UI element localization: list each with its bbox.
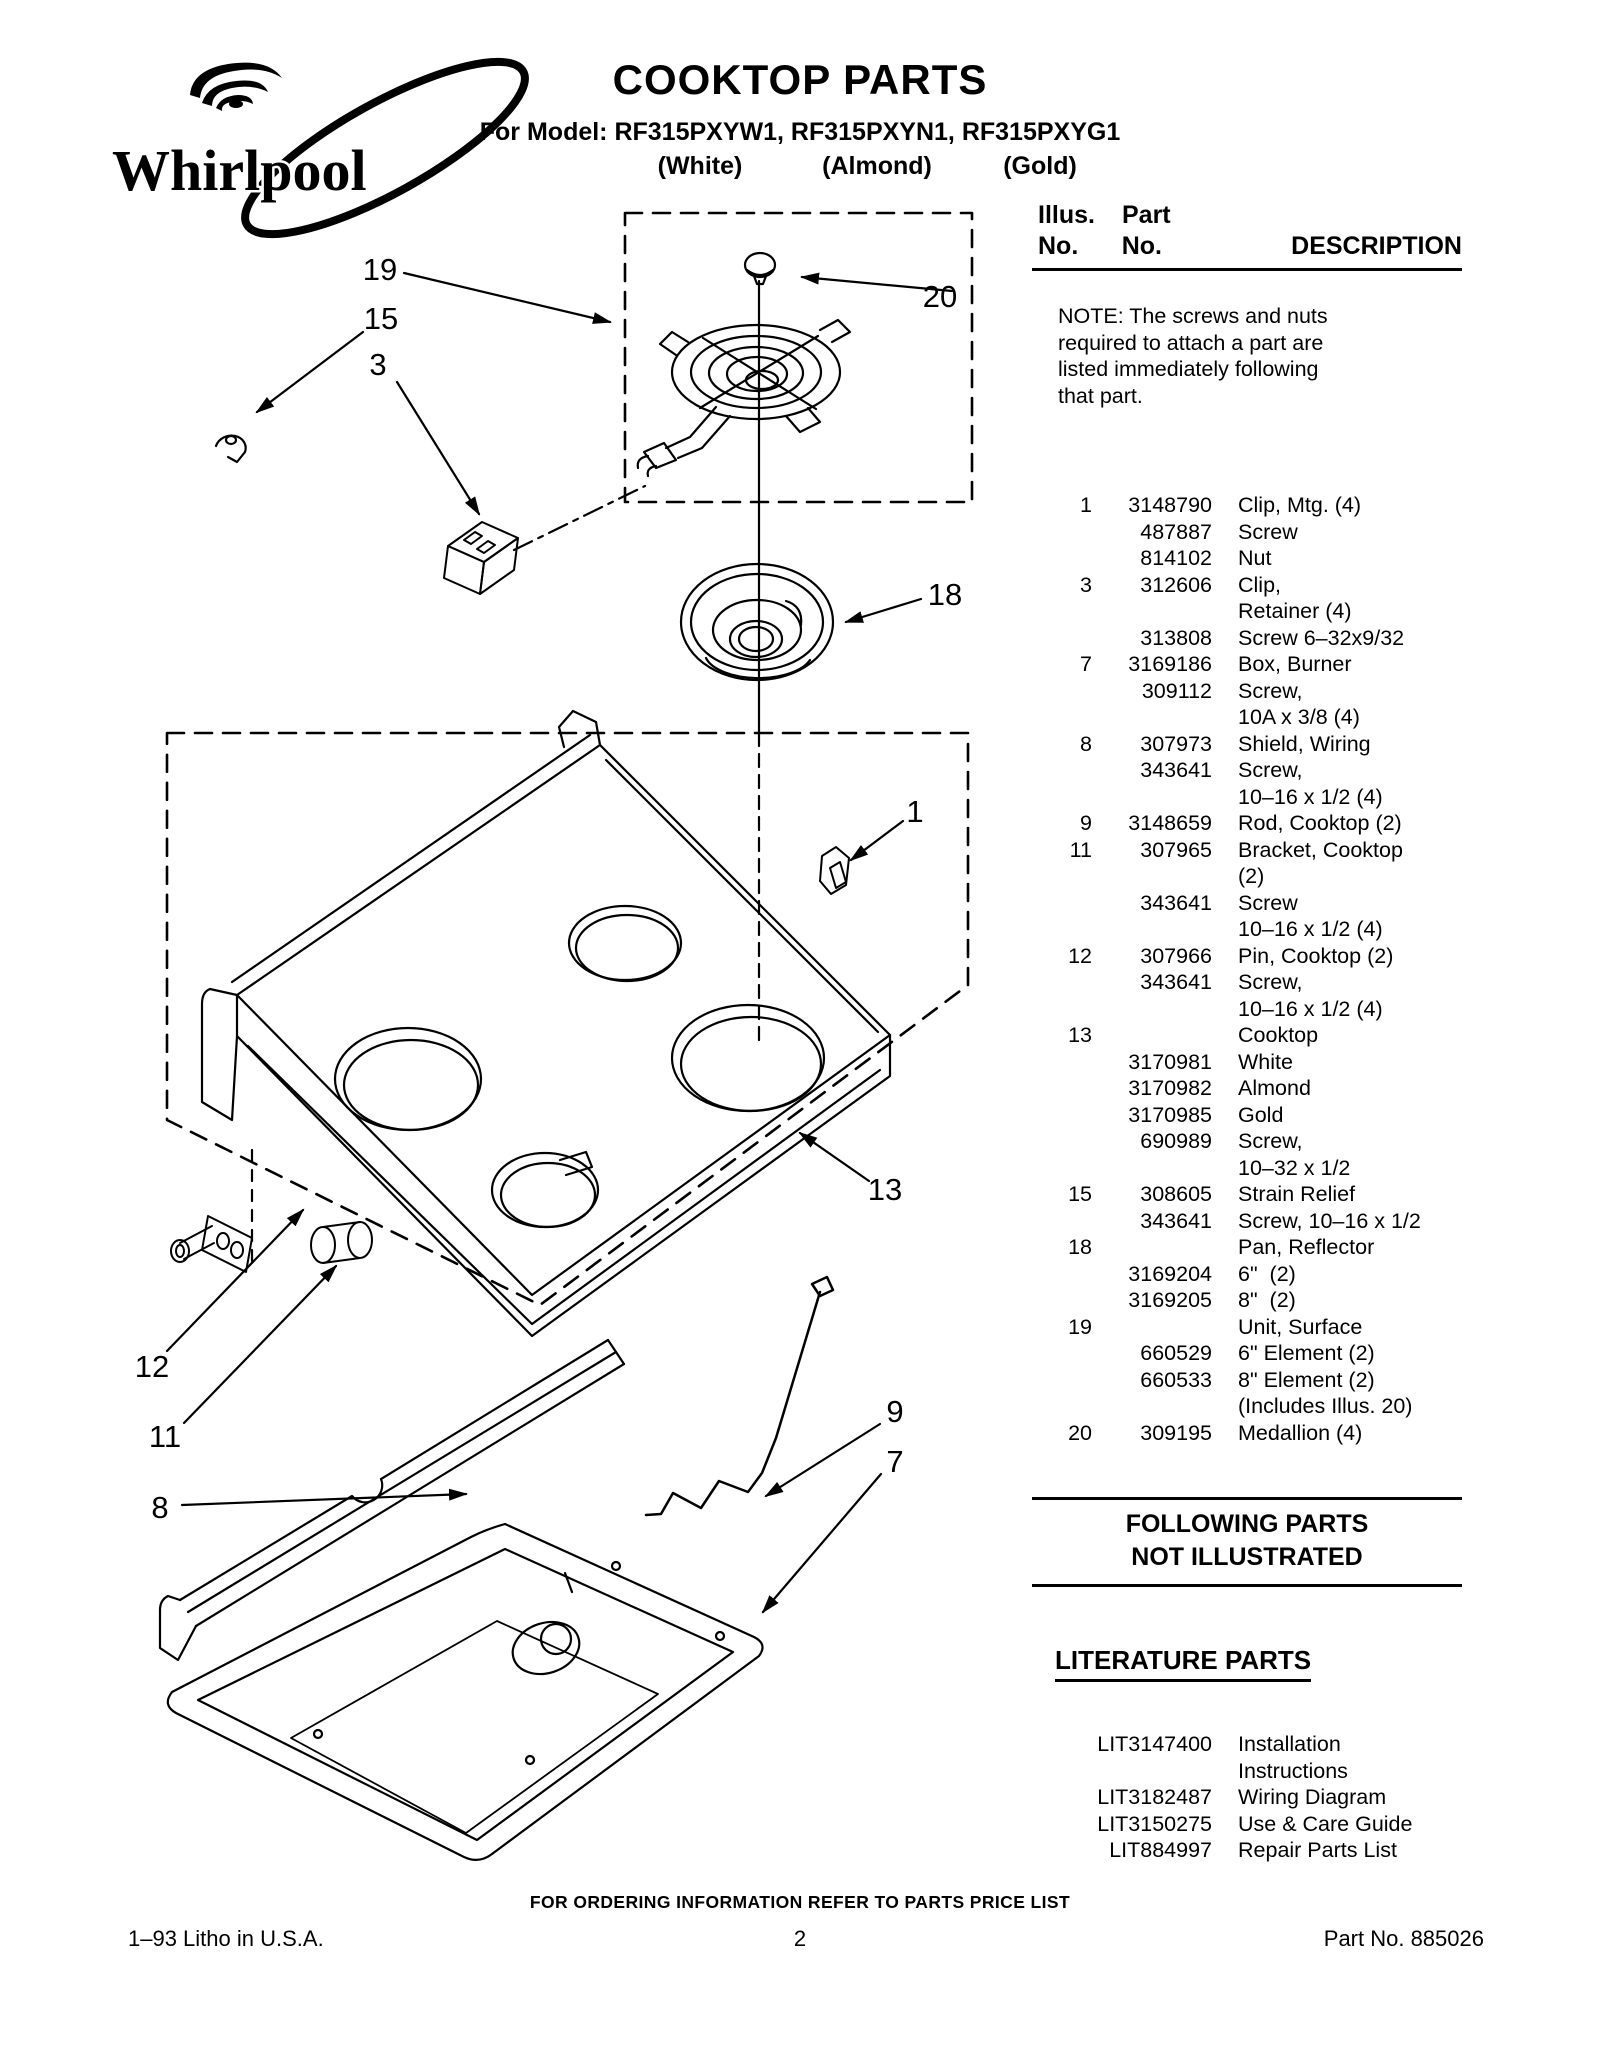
illus-no-cell (1032, 704, 1092, 731)
attachment-note (1058, 303, 1388, 409)
description-cell: Screw, (1238, 678, 1303, 703)
part-no-cell (1092, 1314, 1212, 1341)
receptacle-drawing (444, 522, 518, 594)
illus-no-cell: 9 (1080, 811, 1092, 835)
page-title: COOKTOP PARTS (612, 56, 988, 103)
description-cell: Pan, Reflector (1238, 1235, 1375, 1259)
callout-7: 7 (886, 1444, 904, 1479)
part-no-cell (1092, 704, 1212, 731)
part-no-cell: 690989 (1140, 1129, 1212, 1153)
illus-no-cell (1032, 625, 1092, 652)
parts-row (1032, 916, 1472, 943)
col-illus-line2: No. (1038, 232, 1079, 260)
description-cell: 10–16 x 1/2 (4) (1238, 917, 1383, 941)
illus-no-cell (1032, 1208, 1092, 1235)
part-no-cell (1092, 1234, 1212, 1261)
parts-row (1032, 1155, 1472, 1182)
parts-table-rows (1032, 492, 1472, 1446)
description-cell: Screw, (1238, 1129, 1303, 1153)
literature-part-cell: LIT884997 (1109, 1838, 1212, 1862)
mounting-clip-drawing (820, 847, 849, 894)
literature-row (1032, 1811, 1472, 1838)
callout-15: 15 (363, 301, 399, 336)
illus-no-cell (1032, 996, 1092, 1023)
callout-20: 20 (922, 279, 958, 314)
parts-row (1032, 784, 1472, 811)
description-cell: Box, Burner (1238, 652, 1352, 676)
cooktop-dashed-outline (167, 733, 968, 1305)
description-cell: Shield, Wiring (1238, 731, 1371, 756)
part-no-cell (1092, 863, 1212, 890)
part-no-cell: 3170981 (1128, 1049, 1212, 1074)
illus-no-cell (1032, 598, 1092, 625)
cooktop-pin-drawing (171, 1216, 252, 1272)
parts-row (1032, 1181, 1472, 1208)
description-cell: Screw 6–32x9/32 (1238, 625, 1405, 650)
part-no-cell: 660529 (1140, 1341, 1212, 1365)
parts-row (1032, 1234, 1472, 1261)
model-line: For Model: RF315PXYW1, RF315PXYN1, RF315PXYG1 (479, 118, 1121, 146)
literature-desc-cell: Instructions (1238, 1758, 1348, 1783)
description-cell: Screw, 10–16 x 1/2 (1238, 1208, 1421, 1233)
description-cell: Unit, Surface (1238, 1314, 1363, 1339)
document-part-no: Part No. 885026 (1323, 1926, 1484, 1951)
parts-row (1032, 837, 1472, 864)
description-cell: Retainer (4) (1238, 599, 1352, 623)
illus-no-cell: 13 (1068, 1023, 1092, 1047)
part-no-cell: 309195 (1140, 1420, 1212, 1445)
illus-no-cell (1032, 519, 1092, 546)
illus-no-cell: 12 (1068, 943, 1092, 968)
part-no-cell: 3169186 (1128, 652, 1212, 676)
illus-no-cell (1032, 1128, 1092, 1155)
part-no-cell: 343641 (1140, 1208, 1212, 1233)
description-cell: 10–32 x 1/2 (1238, 1155, 1351, 1180)
illus-no-cell (1032, 1287, 1092, 1314)
wiring-shield-drawing (160, 1340, 624, 1660)
callout-9: 9 (886, 1394, 904, 1429)
litho-note: 1–93 Litho in U.S.A. (128, 1926, 324, 1951)
parts-row (1032, 598, 1472, 625)
callout-13: 13 (867, 1172, 903, 1207)
part-no-cell: 309112 (1141, 678, 1212, 703)
parts-table-header (1032, 200, 1462, 271)
parts-row (1032, 757, 1472, 784)
not-illustrated-banner (1032, 1497, 1462, 1587)
ordering-info-line: FOR ORDERING INFORMATION REFER TO PARTS PRICE LIST (529, 1892, 1071, 1912)
not-illustrated-line1: FOLLOWING PARTS (1125, 1510, 1369, 1538)
description-cell: Pin, Cooktop (2) (1238, 943, 1394, 968)
illus-no-cell: 7 (1080, 652, 1092, 676)
description-cell: 10–16 x 1/2 (4) (1238, 784, 1383, 809)
description-cell: Medallion (4) (1238, 1420, 1363, 1445)
parts-row (1032, 1102, 1472, 1129)
description-cell: (2) (1238, 864, 1265, 888)
surface-unit-drawing (638, 320, 850, 476)
parts-row (1032, 1261, 1472, 1288)
literature-desc-cell: Installation (1238, 1732, 1341, 1756)
part-no-cell (1092, 784, 1212, 811)
callout-18: 18 (927, 577, 963, 612)
description-cell: Rod, Cooktop (2) (1238, 811, 1402, 835)
description-cell: Clip, (1238, 572, 1282, 597)
illus-no-cell (1032, 757, 1092, 784)
illus-no-cell: 1 (1080, 493, 1092, 517)
description-cell: 6" Element (2) (1238, 1341, 1375, 1365)
callout-19: 19 (362, 252, 398, 287)
callout-1: 1 (906, 794, 924, 829)
parts-row (1032, 1393, 1472, 1420)
illus-no-cell (1032, 1102, 1092, 1129)
parts-row (1032, 519, 1472, 546)
illus-no-cell (1032, 890, 1092, 917)
part-no-cell (1092, 1155, 1212, 1182)
callout-arrows (167, 273, 952, 1612)
literature-part-cell (1032, 1758, 1212, 1785)
illus-no-cell: 20 (1068, 1420, 1092, 1445)
col-part-line1: Part (1122, 201, 1171, 229)
illus-no-cell (1032, 863, 1092, 890)
description-cell: White (1238, 1049, 1293, 1074)
exploded-diagram (80, 180, 1000, 1880)
description-cell: 10A x 3/8 (4) (1238, 705, 1360, 729)
illus-no-cell (1032, 545, 1092, 572)
parts-row (1032, 943, 1472, 970)
parts-row (1032, 1287, 1472, 1314)
literature-row (1032, 1758, 1472, 1785)
callout-12: 12 (134, 1349, 170, 1384)
part-no-cell: 487887 (1140, 519, 1212, 544)
part-no-cell: 307965 (1140, 837, 1212, 862)
parts-row (1032, 996, 1472, 1023)
illus-no-cell (1032, 1367, 1092, 1394)
part-no-cell (1092, 996, 1212, 1023)
parts-row (1032, 678, 1472, 705)
medallion-drawing (745, 253, 775, 284)
color-label-gold: (Gold) (1003, 152, 1077, 180)
description-cell: 6" (2) (1238, 1261, 1296, 1286)
part-no-cell: 3148659 (1128, 811, 1212, 835)
illus-no-cell: 18 (1068, 1235, 1092, 1259)
literature-row (1032, 1837, 1472, 1864)
illus-no-cell: 15 (1068, 1182, 1092, 1206)
part-no-cell: 343641 (1140, 970, 1212, 994)
illus-no-cell: 19 (1068, 1314, 1092, 1339)
parts-row (1032, 731, 1472, 758)
parts-row (1032, 890, 1472, 917)
part-no-cell: 307966 (1140, 943, 1212, 968)
literature-part-cell: LIT3150275 (1097, 1811, 1212, 1836)
parts-row (1032, 1049, 1472, 1076)
strain-relief-drawing (216, 436, 246, 462)
callout-8: 8 (151, 1490, 169, 1525)
part-no-cell: 3169205 (1128, 1288, 1212, 1312)
part-no-cell (1092, 1022, 1212, 1049)
col-illus-line1: Illus. (1038, 201, 1095, 229)
parts-row (1032, 1075, 1472, 1102)
illus-no-cell (1032, 916, 1092, 943)
parts-row (1032, 1340, 1472, 1367)
illus-no-cell: 11 (1069, 837, 1092, 862)
part-no-cell: 308605 (1140, 1182, 1212, 1206)
description-cell: Screw (1238, 890, 1298, 915)
part-no-cell (1092, 598, 1212, 625)
part-no-cell: 3148790 (1128, 493, 1212, 517)
description-cell: Screw, (1238, 970, 1303, 994)
not-illustrated-line2: NOT ILLUSTRATED (1131, 1543, 1363, 1571)
color-label-almond: (Almond) (822, 152, 932, 180)
literature-row (1032, 1731, 1472, 1758)
part-no-cell: 312606 (1140, 572, 1212, 597)
illus-no-cell (1032, 1155, 1092, 1182)
col-description: DESCRIPTION (1291, 232, 1462, 260)
description-cell: 8" (2) (1238, 1288, 1296, 1312)
parts-row (1032, 969, 1472, 996)
literature-part-cell: LIT3147400 (1097, 1732, 1212, 1756)
description-cell: Nut (1238, 546, 1272, 570)
illus-no-cell (1032, 1393, 1092, 1420)
parts-row (1032, 492, 1472, 519)
cooktop-drawing (202, 711, 890, 1336)
illus-no-cell (1032, 1049, 1092, 1076)
note-line: NOTE: The screws and nuts (1058, 304, 1328, 328)
description-cell: Screw, (1238, 758, 1303, 782)
illus-no-cell (1032, 969, 1092, 996)
illus-no-cell (1032, 1075, 1092, 1102)
illus-no-cell (1032, 1340, 1092, 1367)
description-cell: Almond (1238, 1076, 1311, 1100)
parts-row (1032, 572, 1472, 599)
parts-row (1032, 863, 1472, 890)
description-cell: Screw (1238, 519, 1298, 544)
part-no-cell: 3170982 (1128, 1076, 1212, 1100)
literature-desc-cell: Repair Parts List (1238, 1838, 1397, 1862)
description-cell: Bracket, Cooktop (1238, 837, 1403, 862)
literature-row (1032, 1784, 1472, 1811)
description-cell: Cooktop (1238, 1023, 1319, 1047)
part-no-cell: 3170985 (1128, 1102, 1212, 1127)
description-cell: 8" Element (2) (1238, 1367, 1375, 1392)
parts-row (1032, 1367, 1472, 1394)
parts-row (1032, 625, 1472, 652)
literature-rows (1032, 1731, 1472, 1864)
part-no-cell: 307973 (1140, 731, 1212, 756)
literature-part-cell: LIT3182487 (1097, 1785, 1212, 1809)
parts-row (1032, 545, 1472, 572)
illus-no-cell (1032, 1261, 1092, 1288)
part-no-cell: 343641 (1140, 890, 1212, 915)
illus-no-cell (1032, 784, 1092, 811)
parts-row (1032, 1314, 1472, 1341)
parts-row (1032, 1208, 1472, 1235)
parts-row (1032, 651, 1472, 678)
part-no-cell: 313808 (1140, 625, 1212, 650)
callout-11: 11 (148, 1419, 182, 1454)
page-number: 2 (793, 1926, 807, 1951)
diagram-line-art (80, 180, 1000, 1880)
literature-desc-cell: Wiring Diagram (1238, 1785, 1387, 1809)
description-cell: (Includes Illus. 20) (1238, 1394, 1413, 1418)
logo-wordmark: Whirlpool (112, 138, 367, 203)
note-line: required to attach a part are (1058, 330, 1324, 355)
part-no-cell: 814102 (1140, 546, 1212, 570)
col-part-line2: No. (1121, 232, 1162, 260)
receptacle-lead-line (514, 486, 645, 550)
callout-3: 3 (369, 347, 387, 382)
part-no-cell: 3169204 (1128, 1261, 1212, 1286)
reflector-pan-drawing (681, 564, 833, 680)
illus-no-cell: 8 (1080, 731, 1092, 756)
burner-box-drawing (168, 1524, 763, 1860)
literature-parts-heading: LITERATURE PARTS (1055, 1647, 1311, 1682)
parts-row (1032, 1128, 1472, 1155)
part-no-cell (1092, 1393, 1212, 1420)
literature-desc-cell: Use & Care Guide (1238, 1811, 1413, 1836)
description-cell: 10–16 x 1/2 (4) (1238, 996, 1383, 1021)
part-no-cell: 343641 (1140, 758, 1212, 782)
part-no-cell (1092, 916, 1212, 943)
illus-no-cell: 3 (1080, 572, 1092, 597)
note-line: that part. (1058, 383, 1143, 408)
illus-no-cell (1032, 678, 1092, 705)
part-no-cell: 660533 (1140, 1367, 1212, 1392)
cooktop-bracket-drawing (311, 1222, 372, 1263)
color-label-white: (White) (657, 152, 743, 180)
cooktop-rod-drawing (646, 1277, 833, 1515)
description-cell: Gold (1238, 1102, 1284, 1127)
parts-row (1032, 810, 1472, 837)
description-cell: Strain Relief (1238, 1182, 1356, 1206)
parts-row (1032, 1420, 1472, 1447)
parts-row (1032, 704, 1472, 731)
parts-row (1032, 1022, 1472, 1049)
description-cell: Clip, Mtg. (4) (1238, 493, 1362, 517)
note-line: listed immediately following (1058, 357, 1319, 381)
